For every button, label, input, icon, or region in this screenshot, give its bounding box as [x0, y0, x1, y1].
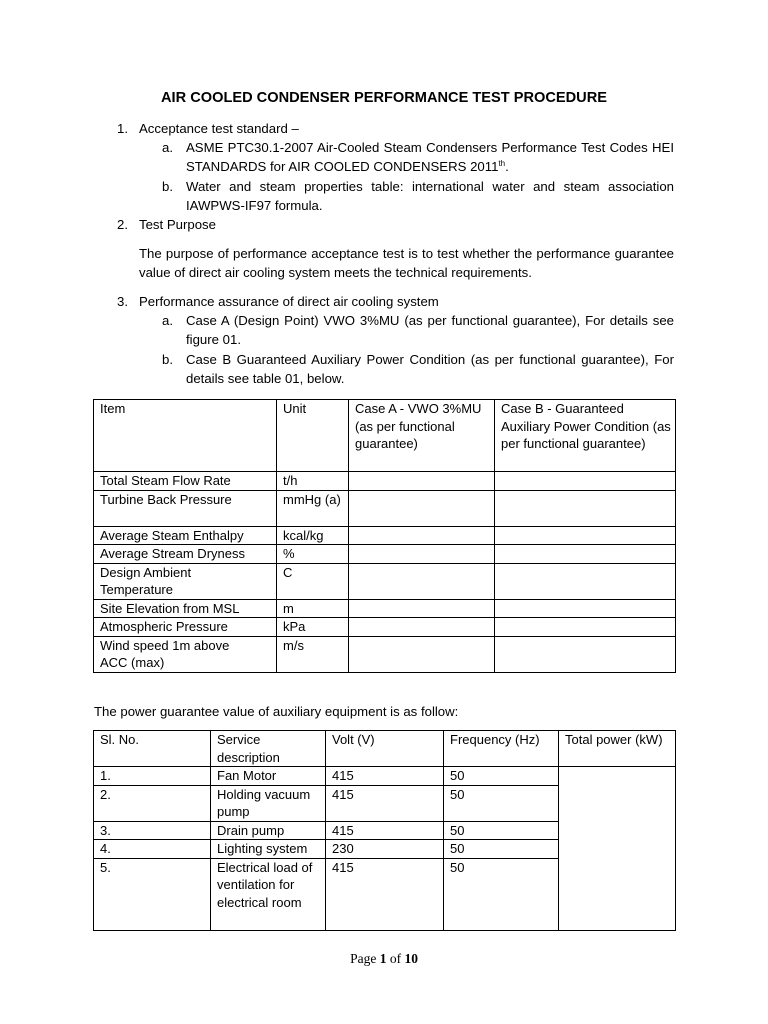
table-cell: [495, 636, 676, 672]
table-cell: [349, 545, 495, 564]
table-cell: 50: [444, 840, 559, 859]
total-pages-number: 10: [404, 951, 418, 966]
table-cell: m/s: [277, 636, 349, 672]
table-header-row: [94, 400, 676, 472]
header-cell: Frequency (Hz): [444, 731, 559, 767]
table-cell: Electrical load of ventilation for electrical room: [211, 858, 326, 930]
header-cell: Volt (V): [326, 731, 444, 767]
table-cell: kPa: [277, 618, 349, 637]
auxiliary-power-table: [93, 730, 676, 931]
table-header-row: [94, 731, 676, 767]
document-title: AIR COOLED CONDENSER PERFORMANCE TEST PROCEDURE: [161, 90, 607, 106]
table-cell: C: [277, 563, 349, 599]
table-cell: [495, 563, 676, 599]
section-number: 2.: [117, 217, 128, 232]
table-cell: Fan Motor: [211, 767, 326, 786]
table-cell: 415: [326, 858, 444, 930]
table-cell: Average Stream Dryness: [94, 545, 277, 564]
table-cell: [349, 599, 495, 618]
table-cell: Turbine Back Pressure: [94, 490, 277, 526]
performance-table: [93, 399, 676, 673]
header-cell: Case B - Guaranteed Auxiliary Power Condition (as per functional guarantee): [495, 400, 676, 472]
table-cell: 4.: [94, 840, 211, 859]
table-cell: m: [277, 599, 349, 618]
item-text: Case A (Design Point) VWO 3%MU (as per functional guarantee), For details see figure 01.: [186, 313, 674, 347]
table-cell: [349, 490, 495, 526]
table-cell: mmHg (a): [277, 490, 349, 526]
table-cell: [495, 490, 676, 526]
item-text: Case B Guaranteed Auxiliary Power Condition (as per functional guarantee), For details see table 01, below.: [186, 352, 674, 386]
header-cell: Case A - VWO 3%MU (as per functional guarantee): [349, 400, 495, 472]
table-cell: Total Steam Flow Rate: [94, 472, 277, 491]
table-cell: Wind speed 1m above ACC (max): [94, 636, 277, 672]
table-cell: Holding vacuum pump: [211, 785, 326, 821]
table-row: [94, 767, 676, 786]
table-cell: 50: [444, 858, 559, 930]
table-cell: Lighting system: [211, 840, 326, 859]
item-text: Water and steam properties table: international water and steam association IAWPWS-IF97 formula.: [186, 179, 674, 213]
table-cell: 415: [326, 767, 444, 786]
table-cell: %: [277, 545, 349, 564]
table-row: [94, 490, 676, 526]
table-cell: [349, 563, 495, 599]
section-label: Performance assurance of direct air cooling system: [139, 294, 439, 309]
item-text: ASME PTC30.1-2007 Air-Cooled Steam Condensers Performance Test Codes HEI STANDARDS for AIR COOLED CONDENSERS 2011th.: [186, 140, 674, 174]
section-label: Acceptance test standard –: [139, 121, 299, 136]
item-letter: a.: [162, 140, 173, 155]
table-cell: 415: [326, 821, 444, 840]
table-cell: [349, 618, 495, 637]
table-row: [94, 618, 676, 637]
item-letter: b.: [162, 352, 173, 367]
table-row: [94, 636, 676, 672]
table-cell: 1.: [94, 767, 211, 786]
table-cell: 2.: [94, 785, 211, 821]
header-cell: Service description: [211, 731, 326, 767]
item-letter: a.: [162, 313, 173, 328]
header-cell: Sl. No.: [94, 731, 211, 767]
table-cell: 5.: [94, 858, 211, 930]
total-power-cell: [559, 767, 676, 931]
table-cell: [495, 545, 676, 564]
table-cell: [495, 618, 676, 637]
table-cell: Atmospheric Pressure: [94, 618, 277, 637]
table-cell: Site Elevation from MSL: [94, 599, 277, 618]
table-cell: [495, 472, 676, 491]
table-cell: t/h: [277, 472, 349, 491]
page-word: Page: [350, 951, 377, 966]
table-cell: [349, 472, 495, 491]
table-cell: kcal/kg: [277, 526, 349, 545]
current-page-number: 1: [379, 951, 387, 966]
table-cell: 415: [326, 785, 444, 821]
page-footer: [0, 949, 768, 968]
table-cell: [495, 599, 676, 618]
header-cell: Total power (kW): [559, 731, 676, 767]
table-cell: [349, 526, 495, 545]
table-cell: Drain pump: [211, 821, 326, 840]
of-word: of: [389, 951, 402, 966]
table-cell: 50: [444, 785, 559, 821]
table-cell: [495, 526, 676, 545]
section-label: Test Purpose: [139, 217, 216, 232]
table-row: [94, 563, 676, 599]
section-number: 3.: [117, 294, 128, 309]
table-cell: 3.: [94, 821, 211, 840]
header-cell: Unit: [277, 400, 349, 472]
table-row: [94, 526, 676, 545]
table-cell: 50: [444, 821, 559, 840]
table-cell: Average Steam Enthalpy: [94, 526, 277, 545]
test-purpose-paragraph: The purpose of performance acceptance test is to test whether the performance guarantee value of direct air cooling system meets the technical requirements.: [139, 246, 674, 280]
superscript: th: [498, 159, 506, 168]
header-cell: Item: [94, 400, 277, 472]
table-row: [94, 545, 676, 564]
table-row: [94, 472, 676, 491]
table-row: [94, 599, 676, 618]
table-cell: 230: [326, 840, 444, 859]
table-cell: [349, 636, 495, 672]
power-intro-text: The power guarantee value of auxiliary equipment is as follow:: [94, 704, 459, 719]
table-cell: 50: [444, 767, 559, 786]
section-number: 1.: [117, 121, 128, 136]
table-cell: Design Ambient Temperature: [94, 563, 277, 599]
item-letter: b.: [162, 179, 173, 194]
